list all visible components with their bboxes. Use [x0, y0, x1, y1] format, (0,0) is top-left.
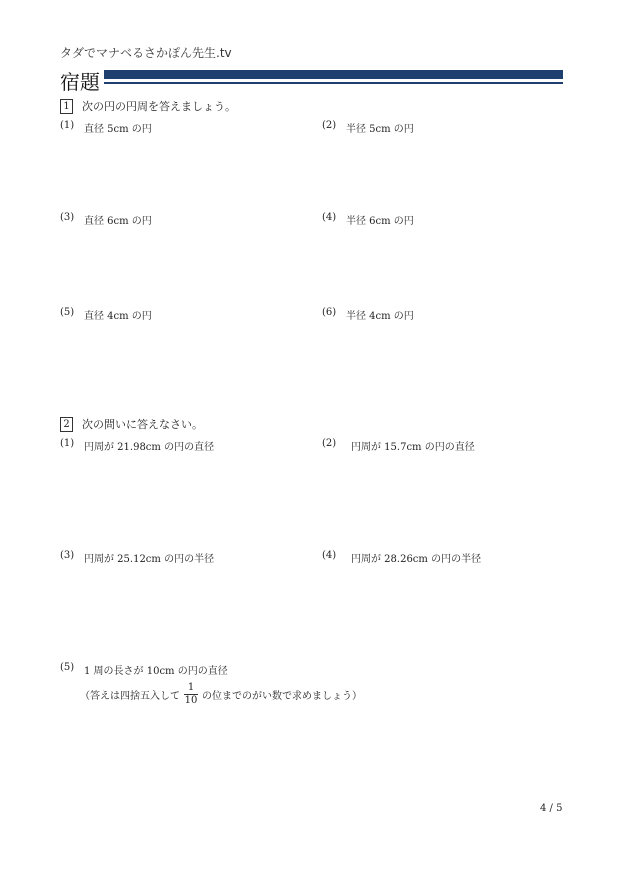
problem-number: (1): [60, 438, 75, 449]
problem-2-1: [60, 438, 214, 453]
problem-2-2: [322, 438, 475, 453]
problem-text: 直径 6cm の円: [84, 216, 152, 227]
section-2-instruction: 次の問いに答えなさい。: [82, 418, 203, 431]
problem-text: 直径 4cm の円: [84, 311, 152, 322]
problem-text: 1 周の長さが 10cm の円の直径: [84, 666, 228, 677]
problem-number: (4): [322, 212, 337, 223]
problem-2-5: [60, 662, 228, 677]
problem-2-3: [60, 550, 214, 565]
fraction-denominator: 10: [184, 695, 198, 706]
section-2-number: 2: [60, 417, 73, 432]
problem-text: 半径 6cm の円: [346, 216, 414, 227]
site-name: タダでマナベるさかぽん先生.tv: [60, 46, 232, 60]
section-1-heading: [60, 98, 236, 114]
problem-number: (3): [60, 550, 75, 561]
problem-2-4: [322, 550, 481, 565]
section-2-heading: [60, 416, 203, 432]
problem-number: (6): [322, 307, 337, 318]
title-bar-thin: [104, 82, 563, 84]
fraction-numerator: 1: [187, 682, 195, 693]
problem-text: 円周が 25.12cm の円の半径: [84, 554, 215, 565]
page-number: 4 / 5: [540, 803, 563, 814]
rounding-note: [80, 682, 362, 707]
problem-text: 円周が 21.98cm の円の直径: [84, 442, 215, 453]
problem-number: (3): [60, 212, 75, 223]
problem-number: (2): [322, 438, 337, 449]
problem-text: 半径 4cm の円: [346, 311, 414, 322]
problem-1-6: [322, 307, 414, 322]
problem-1-3: [60, 212, 152, 227]
fraction-one-tenth: [184, 682, 198, 707]
problem-1-5: [60, 307, 152, 322]
problem-1-1: [60, 120, 152, 135]
page-title: 宿題: [60, 70, 100, 94]
section-1-instruction: 次の円の円周を答えましょう。: [82, 100, 236, 113]
note-before: （答えは四捨五入して: [80, 691, 180, 702]
problem-number: (2): [322, 120, 337, 131]
problem-number: (1): [60, 120, 75, 131]
problem-number: (5): [60, 662, 75, 673]
problem-number: (4): [322, 550, 337, 561]
problem-text: 直径 5cm の円: [84, 124, 152, 135]
section-1-number: 1: [60, 99, 73, 114]
note-after: の位までのがい数で求めましょう）: [202, 691, 362, 702]
title-bar-thick: [104, 70, 563, 79]
problem-text: 半径 5cm の円: [346, 124, 414, 135]
problem-number: (5): [60, 307, 75, 318]
problem-1-2: [322, 120, 414, 135]
problem-1-4: [322, 212, 414, 227]
problem-text: 円周が 15.7cm の円の直径: [351, 442, 475, 453]
problem-text: 円周が 28.26cm の円の半径: [351, 554, 482, 565]
